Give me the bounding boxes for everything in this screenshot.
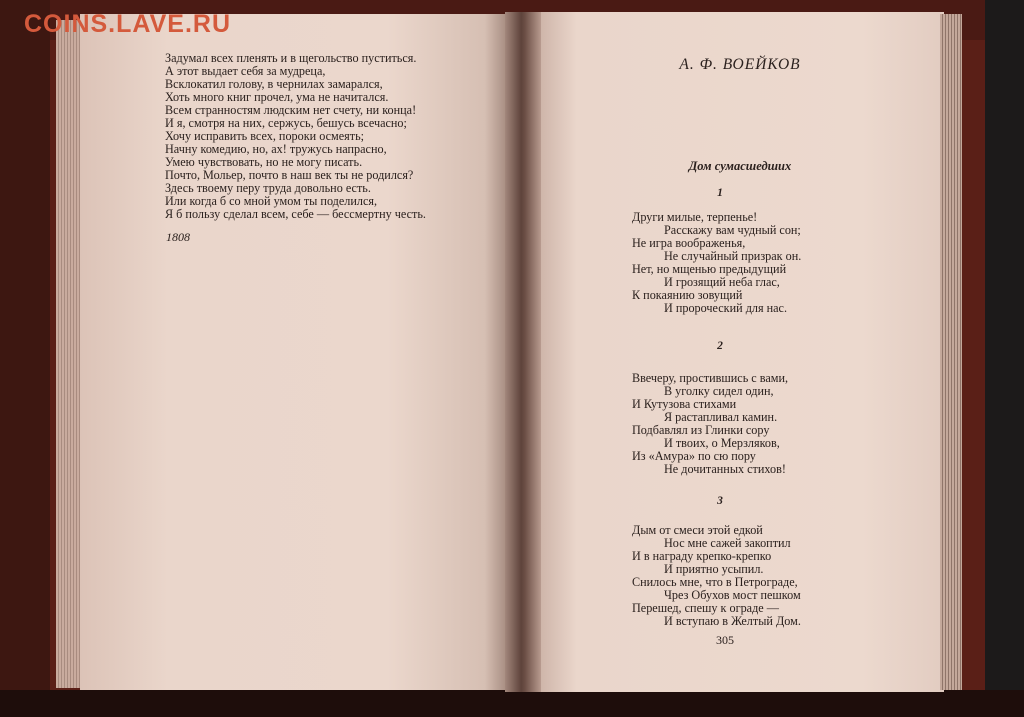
left-poem bbox=[165, 52, 426, 221]
poem-line: Нос мне сажей закоптил bbox=[664, 536, 791, 550]
background-right bbox=[985, 0, 1024, 717]
poem-line: В уголку сидел один, bbox=[664, 384, 774, 398]
poem-line: Расскажу вам чудный сон; bbox=[664, 223, 801, 237]
poem-line: Я б пользу сделал всем, себе — бессмертну честь. bbox=[165, 207, 426, 221]
poem-line: Всклокатил голову, в чернилах замарался, bbox=[165, 77, 383, 91]
poem-line: Нет, но мщенью предыдущий bbox=[632, 262, 787, 276]
poem-line: И пророческий для нас. bbox=[664, 301, 788, 315]
poem-line: Хочу исправить всех, пороки осмеять; bbox=[165, 129, 365, 143]
stanza-number: 1 bbox=[717, 187, 723, 199]
page-number: 305 bbox=[716, 633, 734, 647]
poem-line: И Кутузова стихами bbox=[632, 397, 737, 411]
poem-line: Начну комедию, но, ах! тружусь напрасно, bbox=[165, 142, 387, 156]
poem-title: Дом сумасшедших bbox=[688, 159, 792, 173]
poem-line: Не дочитанных стихов! bbox=[664, 462, 786, 476]
stanza-number: 2 bbox=[717, 340, 723, 352]
poem-line: И приятно усыпил. bbox=[664, 562, 764, 576]
poem-line: И твоих, о Мерзляков, bbox=[664, 436, 780, 450]
poem-line: Подбавлял из Глинки сору bbox=[632, 423, 770, 437]
page-edges-right bbox=[940, 14, 962, 690]
poem-line: И в награду крепко-крепко bbox=[632, 549, 772, 563]
running-header: А. Ф. ВОЕЙКОВ bbox=[679, 56, 801, 73]
poem-line: И вступаю в Желтый Дом. bbox=[664, 614, 801, 628]
poem-line: Из «Амура» по сю пору bbox=[632, 449, 756, 463]
poem-line: Или когда б со мной умом ты поделился, bbox=[165, 194, 378, 208]
poem-line: Задумал всех пленять и в щегольство пуститься. bbox=[165, 51, 417, 65]
poem-line: А этот выдает себя за мудреца, bbox=[165, 64, 326, 78]
poem-line: Умею чувствовать, но не могу писать. bbox=[165, 155, 363, 169]
poem-line: Ввечеру, простившись с вами, bbox=[632, 371, 789, 385]
poem-line: К покаянию зовущий bbox=[632, 288, 743, 302]
stanza-number: 3 bbox=[717, 495, 723, 507]
stanza bbox=[632, 524, 801, 628]
poem-line: Чрез Обухов мост пешком bbox=[664, 588, 801, 602]
poem-line: Здесь твоему перу труда довольно есть. bbox=[165, 181, 371, 195]
poem-line: Други милые, терпенье! bbox=[632, 210, 758, 224]
book-gutter bbox=[505, 12, 541, 692]
watermark: COINS.LAVE.RU bbox=[24, 10, 231, 38]
poem-line: И грозящий неба глас, bbox=[664, 275, 780, 289]
stanza bbox=[632, 372, 788, 476]
poem-line: Снилось мне, что в Петрограде, bbox=[632, 575, 798, 589]
poem-line: Я растапливал камин. bbox=[664, 410, 778, 424]
background-bottom bbox=[0, 690, 1024, 717]
poem-line: Не игра воображенья, bbox=[632, 236, 746, 250]
poem-year: 1808 bbox=[166, 230, 190, 244]
poem-line: Всем странностям людским нет счету, ни конца! bbox=[165, 103, 417, 117]
stanza bbox=[632, 211, 801, 315]
poem-line: Не случайный призрак он. bbox=[664, 249, 802, 263]
poem-line: Почто, Мольер, почто в наш век ты не родился? bbox=[165, 168, 414, 182]
poem-line: Хоть много книг прочел, ума не начитался. bbox=[165, 90, 389, 104]
poem-line: И я, смотря на них, сержусь, бешусь всечасно; bbox=[165, 116, 407, 130]
background-left bbox=[0, 0, 50, 717]
poem-line: Перешед, спешу к ограде — bbox=[632, 601, 779, 615]
poem-line: Дым от смеси этой едкой bbox=[632, 523, 763, 537]
